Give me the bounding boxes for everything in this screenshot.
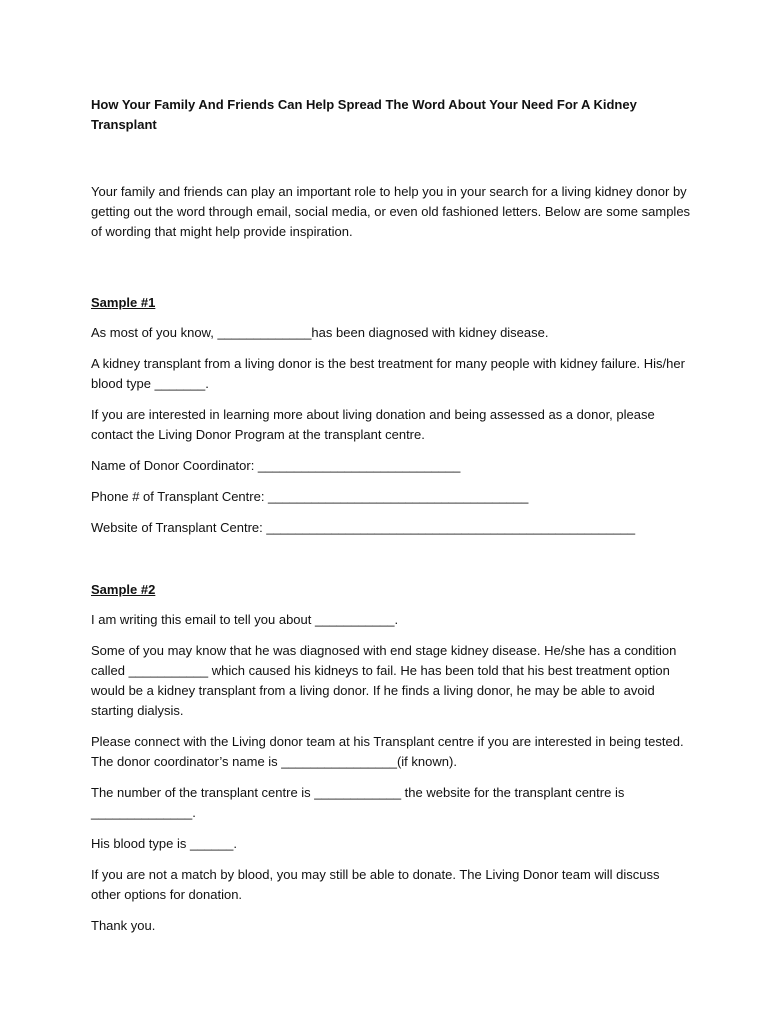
sample-2-line-7: Thank you. <box>91 918 156 933</box>
intro-paragraph: Your family and friends can play an important role to help you in your search for a living kidney donor by getting out the word through email, social media, or even old fashioned letters. Below are some samples of wording that might help provide inspiration. <box>91 184 691 239</box>
sample-1-line-3: If you are interested in learning more about living donation and being assessed as a donor, please contact the Living Donor Program at the transplant centre. <box>91 407 655 442</box>
sample-2-line-6: If you are not a match by blood, you may still be able to donate. The Living Donor team will discuss other options for donation. <box>91 867 660 902</box>
document-body <box>91 95 691 936</box>
sample-2-line-5: His blood type is ______. <box>91 836 237 851</box>
sample-2-section <box>91 580 691 936</box>
sample-2-line-1: I am writing this email to tell you about ___________. <box>91 612 399 627</box>
sample-1-line-1: As most of you know, _____________has been diagnosed with kidney disease. <box>91 325 549 340</box>
sample-2-heading: Sample #2 <box>91 582 156 597</box>
sample-2-line-2: Some of you may know that he was diagnosed with end stage kidney disease. He/she has a condition called ___________ which caused his kidneys to fail. He has been told that his best treatment option would be a kidney transplant from a living donor. If he finds a living donor, he may be able to avoid starting dialysis. <box>91 643 677 718</box>
donor-coordinator-line: Name of Donor Coordinator: ____________________________ <box>91 458 461 473</box>
sample-2-line-4: The number of the transplant centre is ____________ the website for the transplant centre is ______________. <box>91 785 625 820</box>
sample-1-heading: Sample #1 <box>91 295 156 310</box>
document-title: How Your Family And Friends Can Help Spread The Word About Your Need For A Kidney Transplant <box>91 97 637 132</box>
transplant-phone-line: Phone # of Transplant Centre: ____________________________________ <box>91 489 529 504</box>
transplant-website-line: Website of Transplant Centre: ___________________________________________________ <box>91 520 636 535</box>
sample-1-line-2: A kidney transplant from a living donor is the best treatment for many people with kidney failure. His/her blood type _______. <box>91 356 685 391</box>
sample-1-section <box>91 293 691 538</box>
sample-2-line-3: Please connect with the Living donor team at his Transplant centre if you are interested in being tested. The donor coordinator’s name is ________________(if known). <box>91 734 684 769</box>
